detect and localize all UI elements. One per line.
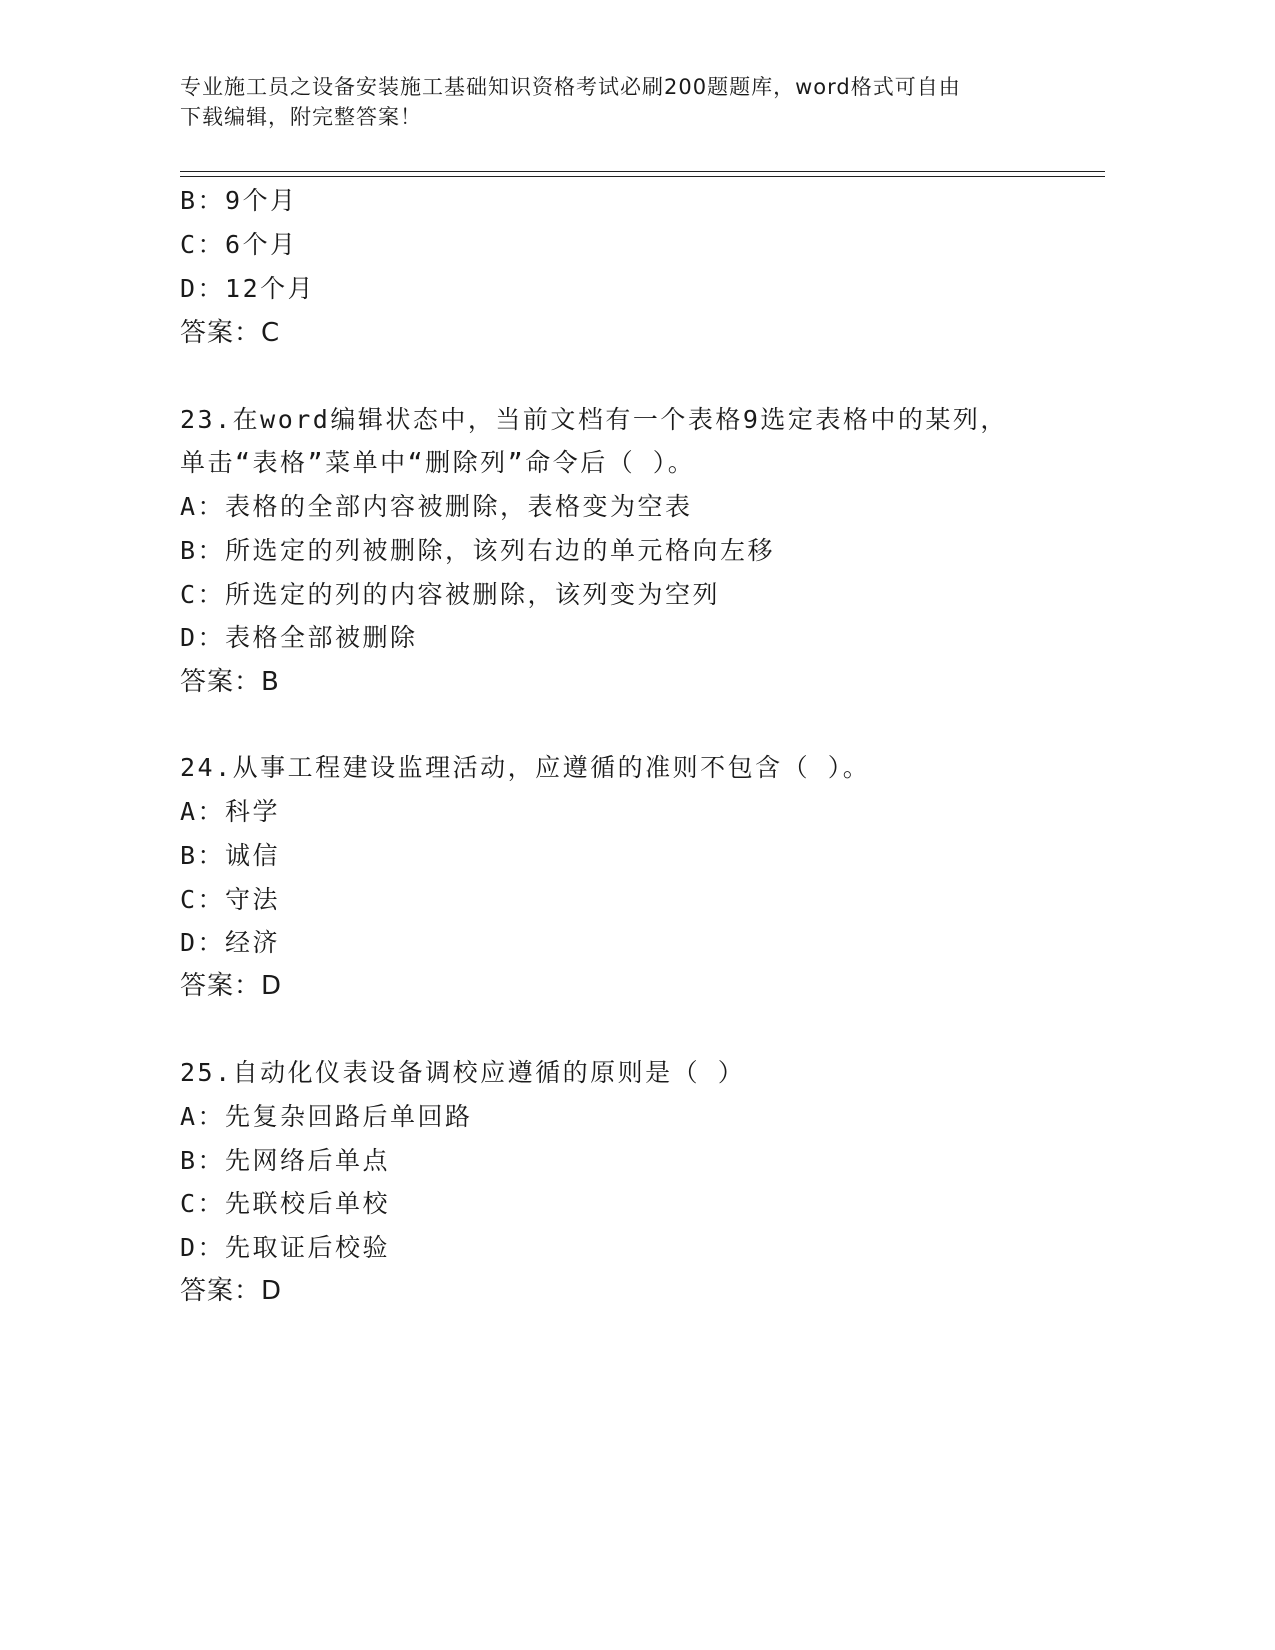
header-divider-top bbox=[180, 171, 1105, 172]
q22-option-d: D：12个月 bbox=[180, 274, 316, 303]
q23-stem-line-1: 23.在word编辑状态中，当前文档有一个表格9选定表格中的某列， bbox=[180, 405, 1008, 434]
q25-answer: 答案：D bbox=[180, 1276, 283, 1306]
q25-option-d: D：先取证后校验 bbox=[180, 1233, 391, 1262]
header-line-1: 专业施工员之设备安装施工基础知识资格考试必刷200题题库，word格式可自由 bbox=[180, 75, 961, 99]
q25-option-a: A：先复杂回路后单回路 bbox=[180, 1102, 473, 1131]
q23-stem-line-2: 单击“表格”菜单中“删除列”命令后（ ）。 bbox=[180, 448, 696, 477]
q23-option-c: C：所选定的列的内容被删除，该列变为空列 bbox=[180, 580, 721, 609]
q24-option-d: D：经济 bbox=[180, 928, 281, 957]
q23-answer: 答案：B bbox=[180, 667, 280, 697]
q24-option-a: A：科学 bbox=[180, 797, 281, 826]
q25-option-b: B：先网络后单点 bbox=[180, 1146, 391, 1175]
q22-option-c: C：6个月 bbox=[180, 230, 298, 259]
header-line-2: 下载编辑，附完整答案！ bbox=[180, 105, 422, 129]
q22-option-b: B：9个月 bbox=[180, 186, 298, 215]
q25-option-c: C：先联校后单校 bbox=[180, 1189, 391, 1218]
q22-answer: 答案：C bbox=[180, 318, 281, 348]
q24-answer: 答案：D bbox=[180, 971, 283, 1001]
header-divider-bottom bbox=[180, 176, 1105, 177]
q24-option-b: B：诚信 bbox=[180, 841, 281, 870]
q23-option-d: D：表格全部被删除 bbox=[180, 623, 418, 652]
q24-option-c: C：守法 bbox=[180, 885, 281, 914]
document-header bbox=[180, 72, 1030, 132]
q23-option-a: A：表格的全部内容被删除，表格变为空表 bbox=[180, 492, 693, 521]
q25-stem: 25.自动化仪表设备调校应遵循的原则是（ ） bbox=[180, 1058, 746, 1087]
q24-stem: 24.从事工程建设监理活动，应遵循的准则不包含（ ）。 bbox=[180, 753, 871, 782]
q23-option-b: B：所选定的列被删除，该列右边的单元格向左移 bbox=[180, 536, 776, 565]
